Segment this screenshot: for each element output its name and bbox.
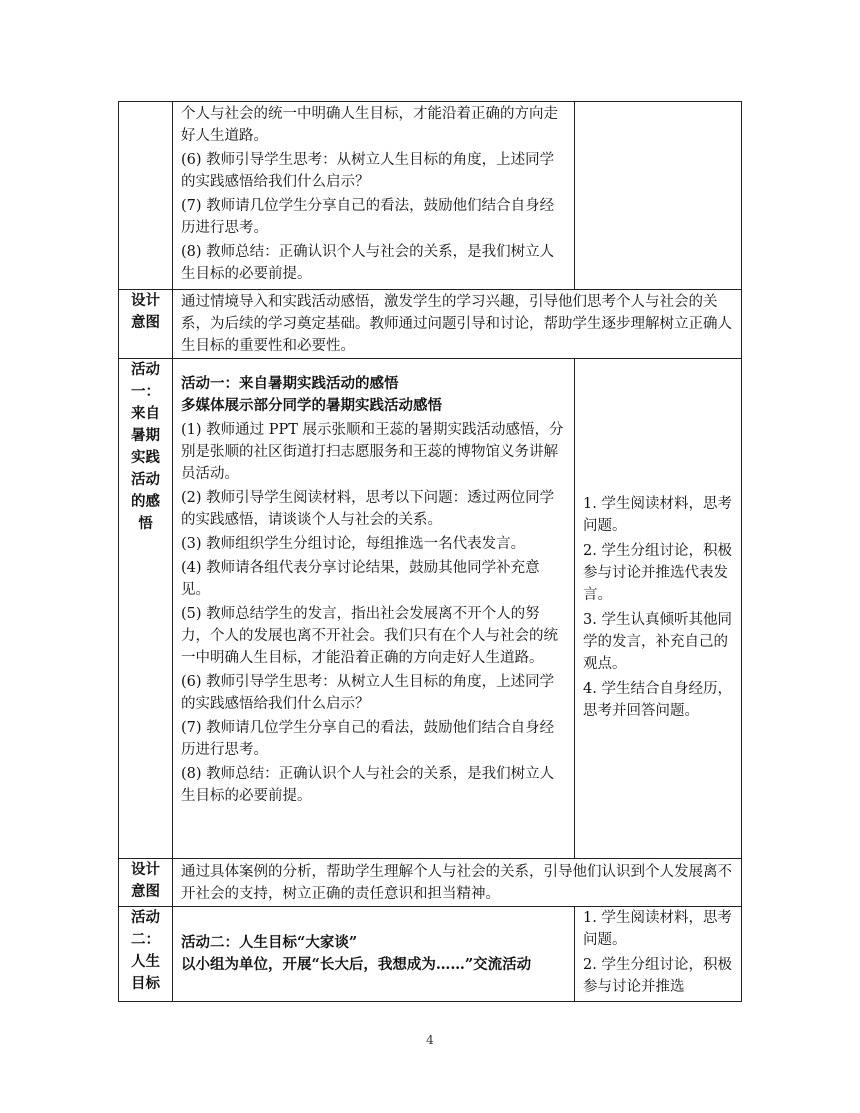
- table-row-activity-two: [119, 907, 742, 1002]
- table-row-activity-one: [119, 359, 742, 859]
- student-item: 4. 学生结合自身经历，思考并回答问题。: [583, 680, 732, 719]
- activity-subtitle: 多媒体展示部分同学的暑期实践活动感悟: [181, 397, 442, 414]
- paragraph: (8) 教师总结：正确认识个人与社会的关系，是我们树立人生目标的必要前提。: [181, 244, 555, 282]
- paragraph: (4) 教师请各组代表分享讨论结果，鼓励其他同学补充意见。: [181, 560, 540, 598]
- student-activity-cell: [575, 359, 742, 859]
- student-item: 3. 学生认真倾听其他同学的发言，补充自己的观点。: [583, 611, 732, 672]
- student-item: 2. 学生分组讨论，积极参与讨论并推选代表发言。: [583, 542, 732, 603]
- student-activity-cell: [575, 907, 742, 1002]
- row-label-design-intent: 设计意图: [119, 859, 173, 907]
- activity-subtitle: 以小组为单位，开展“长大后，我想成为……”交流活动: [181, 956, 532, 973]
- paragraph: (3) 教师组织学生分组讨论，每组推选一名代表发言。: [181, 536, 526, 552]
- paragraph: 个人与社会的统一中明确人生目标，才能沿着正确的方向走好人生道路。: [181, 106, 558, 144]
- row-label-design-intent: 设计意图: [119, 290, 173, 359]
- paragraph: (7) 教师请几位学生分享自己的看法，鼓励他们结合自身经历进行思考。: [181, 720, 555, 758]
- design-intent-text: 通过具体案例的分析，帮助学生理解个人与社会的关系，引导他们认识到个人发展离不开社会的支持，树立正确的责任意识和担当精神。: [173, 859, 742, 907]
- table-row-design-intent: [119, 859, 742, 907]
- paragraph: (6) 教师引导学生思考：从树立人生目标的角度，上述同学的实践感悟给我们什么启示？: [181, 674, 555, 712]
- row-label-activity-two: 活动二：人生目标: [119, 907, 173, 1002]
- student-item: 1. 学生阅读材料，思考问题。: [583, 910, 732, 948]
- teacher-activity-cell: [173, 907, 575, 1002]
- paragraph: (5) 教师总结学生的发言，指出社会发展离不开个人的努力，个人的发展也离不开社会。我们只有在个人与社会的统一中明确人生目标，才能沿着正确的方向走好人生道路。: [181, 606, 558, 666]
- activity-title: 活动一：来自暑期实践活动的感悟: [181, 375, 399, 392]
- student-item: 1. 学生阅读材料，思考问题。: [583, 495, 732, 534]
- teacher-activity-cell: [173, 359, 575, 859]
- row-label-activity-one: 活动一：来自暑期实践活动的感悟: [119, 359, 173, 859]
- table-row-continuation: [119, 102, 742, 290]
- paragraph: (8) 教师总结：正确认识个人与社会的关系，是我们树立人生目标的必要前提。: [181, 766, 555, 804]
- paragraph: (7) 教师请几位学生分享自己的看法，鼓励他们结合自身经历进行思考。: [181, 198, 555, 236]
- design-intent-text: 通过情境导入和实践活动感悟，激发学生的学习兴趣，引导他们思考个人与社会的关系，为后续的学习奠定基础。教师通过问题引导和讨论，帮助学生逐步理解树立正确人生目标的重要性和必要性。: [173, 290, 742, 359]
- row-label: [119, 102, 173, 290]
- teacher-activity-cell: [173, 102, 575, 290]
- student-item: 2. 学生分组讨论，积极参与讨论并推选: [583, 957, 732, 995]
- table-row-design-intent: [119, 290, 742, 359]
- paragraph: (2) 教师引导学生阅读材料，思考以下问题：透过两位同学的实践感悟，请谈谈个人与社会的关系。: [181, 490, 555, 528]
- lesson-plan-table: [118, 101, 742, 1002]
- page-number: 4: [426, 1033, 434, 1047]
- activity-title: 活动二：人生目标“大家谈”: [181, 934, 358, 951]
- paragraph: (1) 教师通过 PPT 展示张顺和王蕊的暑期实践活动感悟，分别是张顺的社区街道打扫志愿服务和王蕊的博物馆义务讲解员活动。: [181, 422, 564, 482]
- paragraph: (6) 教师引导学生思考：从树立人生目标的角度，上述同学的实践感悟给我们什么启示？: [181, 152, 555, 190]
- student-activity-cell: [575, 102, 742, 290]
